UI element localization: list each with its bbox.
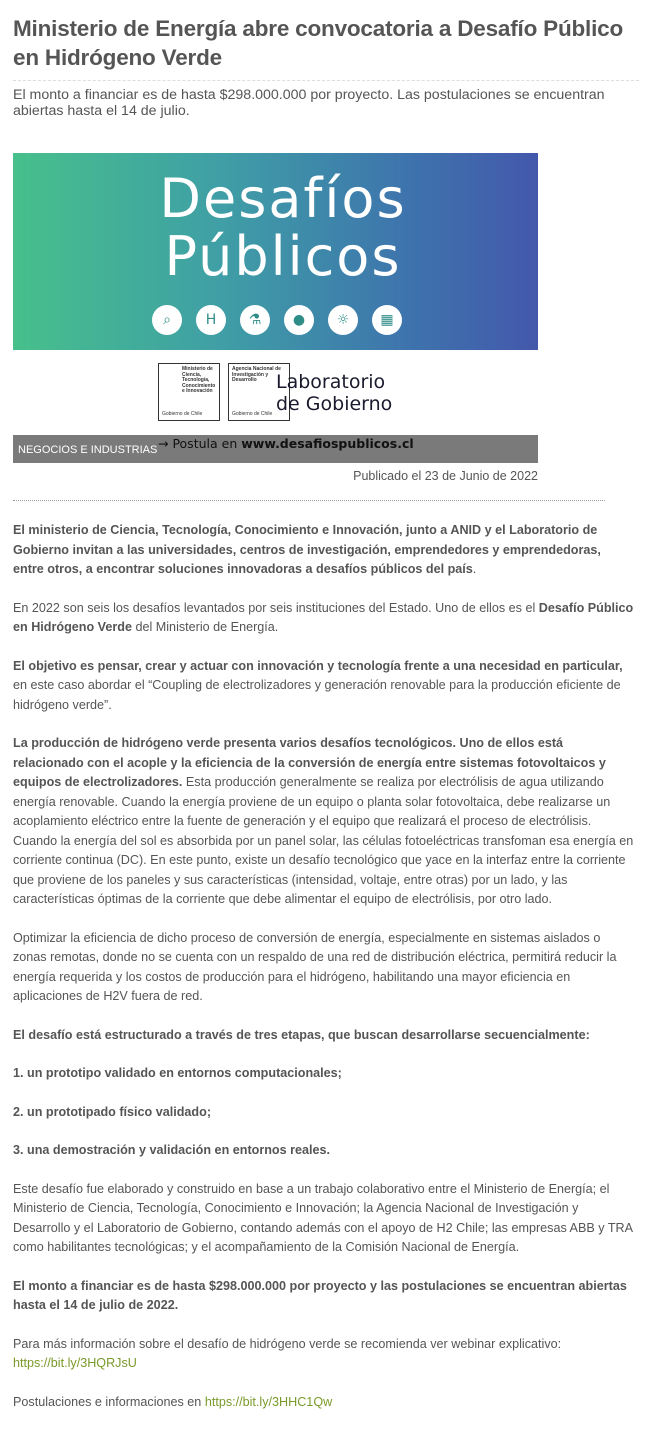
paragraph-9 [13, 1335, 635, 1374]
paragraph-3 [13, 657, 635, 716]
postula-url: www.desafiospublicos.cl [241, 436, 414, 451]
hero-title-line2: Públicos [164, 225, 402, 288]
article-body [13, 521, 635, 1431]
article-subtitle: El monto a financiar es de hasta $298.000.000 por proyecto. Las postulaciones se encuentran abiertas hasta el 14 de julio. [13, 87, 605, 119]
paragraph-7: Este desafío fue elaborado y construido en base a un trabajo colaborativo entre el Ministerio de Energía; el Ministerio de Ciencia, Tecnología, Conocimiento e Innovación; la Agencia Nacional de Investigación y Desarrollo y el Laboratorio de Gobierno, contando además con el apoyo de H2 Chile; las empresas ABB y TRA como habilitantes tecnológicas; y el acompañamiento de la Comisión Nacional de Energía. [13, 1181, 633, 1254]
ministerio-logo [158, 363, 220, 421]
p4-b: Esta producción generalmente se realiza por electrólisis de agua utilizando energía renovable. Cuando la energía proviene de un equipo o planta solar fotovoltaica, debe realizarse un acoplamiento eléctrico entre la fuente de generación y el equipo que realizará el proceso de electrólisis. Cuando la energía del sol es absorbida por un panel solar, las células fotoeléctricas transfoman esa energía en corriente continua (DC). En este punto, existe un desafío tecnológico que yace en la interfaz entre la corriente que proviene de los paneles y sus características (intensidad, voltaje, entre otras) por un lado, y las características óptimas de la corriente que debe alimentar el equipo de electrólisis, por otro lado. [13, 775, 634, 906]
laboratorio-logo [276, 371, 392, 415]
paragraph-5: Optimizar la eficiencia de dicho proceso de conversión de energía, especialmente en sistemas aislados o zonas remotas, donde no se cuenta con un respaldo de una red de distribución eléctrica, permitirá reducir la energía requerida y los costos de producción para el hidrógeno, habilitando una mayor eficiencia en aplicaciones de H2V fuera de red. [13, 930, 617, 1003]
webinar-link[interactable]: https://bit.ly/3HQRJsU [13, 1356, 137, 1370]
map-icon: ▦ [372, 305, 402, 335]
p3-a: El objetivo es pensar, crear y actuar con innovación y tecnología frente a una necesidad en particular, [13, 658, 623, 673]
step-1 [13, 1064, 635, 1084]
p1-end: . [472, 562, 477, 576]
hydrogen-icon: H [196, 305, 226, 335]
paragraph-10 [13, 1393, 635, 1413]
step2-text: 2. un prototipado físico validado; [13, 1104, 212, 1119]
hero-title-line1: Desafíos [159, 167, 407, 230]
hero-icons [152, 305, 402, 339]
solar-icon: ☼ [328, 305, 358, 335]
p3-b: en este caso abordar el “Coupling de electrolizadores y generación renovable para la producción eficiente de hidrógeno verde”. [13, 678, 621, 712]
p6-bold: El desafío está estructurado a través de tres etapas, que buscan desarrollarse secuencialmente: [13, 1027, 590, 1042]
p9-a: Para más información sobre el desafío de hidrógeno verde se recomienda ver webinar explicativo: [13, 1336, 562, 1351]
lab-line1: Laboratorio [276, 371, 386, 393]
paragraph-4 [13, 734, 635, 910]
paragraph-1 [13, 521, 635, 580]
ministerio-logo-footer: Gobierno de Chile [162, 410, 203, 417]
category-tag[interactable]: NEGOCIOS E INDUSTRIAS [18, 444, 158, 456]
p1-bold: El ministerio de Ciencia, Tecnología, Conocimiento e Innovación, junto a ANID y el Laboratorio de Gobierno invitan a las universidades, centros de investigación, emprendedores y emprendedoras, entre otros, a encontrar soluciones innovadoras a desafíos públicos del país [13, 523, 601, 576]
lab-icon: ⚗ [240, 305, 270, 335]
category-bar [13, 435, 538, 463]
step3-text: 3. una demostración y validación en entornos reales. [13, 1143, 331, 1157]
paragraph-8 [13, 1277, 635, 1316]
published-date: Publicado el 23 de Junio de 2022 [353, 469, 538, 483]
p2-b: Desafío Público en Hidrógeno Verde [13, 600, 634, 634]
ministerio-logo-text: Ministerio de Ciencia, Tecnología, Conocimiento e Innovación [182, 366, 216, 394]
p2-a: En 2022 son seis los desafíos levantados por seis instituciones del Estado. Uno de ellos es el [13, 600, 539, 615]
lab-line2: de Gobierno [276, 393, 393, 415]
title-divider [13, 80, 639, 81]
partner-logos [158, 363, 398, 423]
paragraph-6 [13, 1026, 635, 1046]
p8-bold: El monto a financiar es de hasta $298.000.000 por proyecto y las postulaciones se encuentran abiertas hasta el 14 de julio de 2022. [13, 1278, 627, 1312]
anid-logo-text: Agencia Nacional de Investigación y Desarrollo [232, 366, 281, 383]
hero-image [13, 153, 538, 463]
paragraph-2 [13, 599, 635, 638]
anid-logo-footer: Gobierno de Chile [232, 410, 273, 417]
hero-banner [13, 153, 538, 350]
search-water-icon: ⌕ [152, 305, 182, 335]
page-title: Ministerio de Energía abre convocatoria a Desafío Público en Hidrógeno Verde [13, 16, 624, 70]
postulaciones-link[interactable]: https://bit.ly/3HHC1Qw [204, 1394, 333, 1409]
step1-text: 1. un prototipo validado en entornos computacionales; [13, 1066, 342, 1080]
step-2 [13, 1103, 635, 1123]
postula-prefix: → Postula en [158, 436, 242, 451]
body-divider [13, 500, 605, 501]
postula-text [158, 437, 414, 451]
p2-c: del Ministerio de Energía. [131, 620, 279, 634]
p10-a: Postulaciones e informaciones en [13, 1394, 205, 1409]
p4-a: La producción de hidrógeno verde presenta varios desafíos tecnológicos. Uno de ellos está relacionado con el acople y la eficiencia de la conversión de energía entre sistemas fotovoltaicos y equipos de electrolizadores. [13, 736, 606, 789]
step-3 [13, 1141, 635, 1161]
drop-icon: ● [284, 305, 314, 335]
